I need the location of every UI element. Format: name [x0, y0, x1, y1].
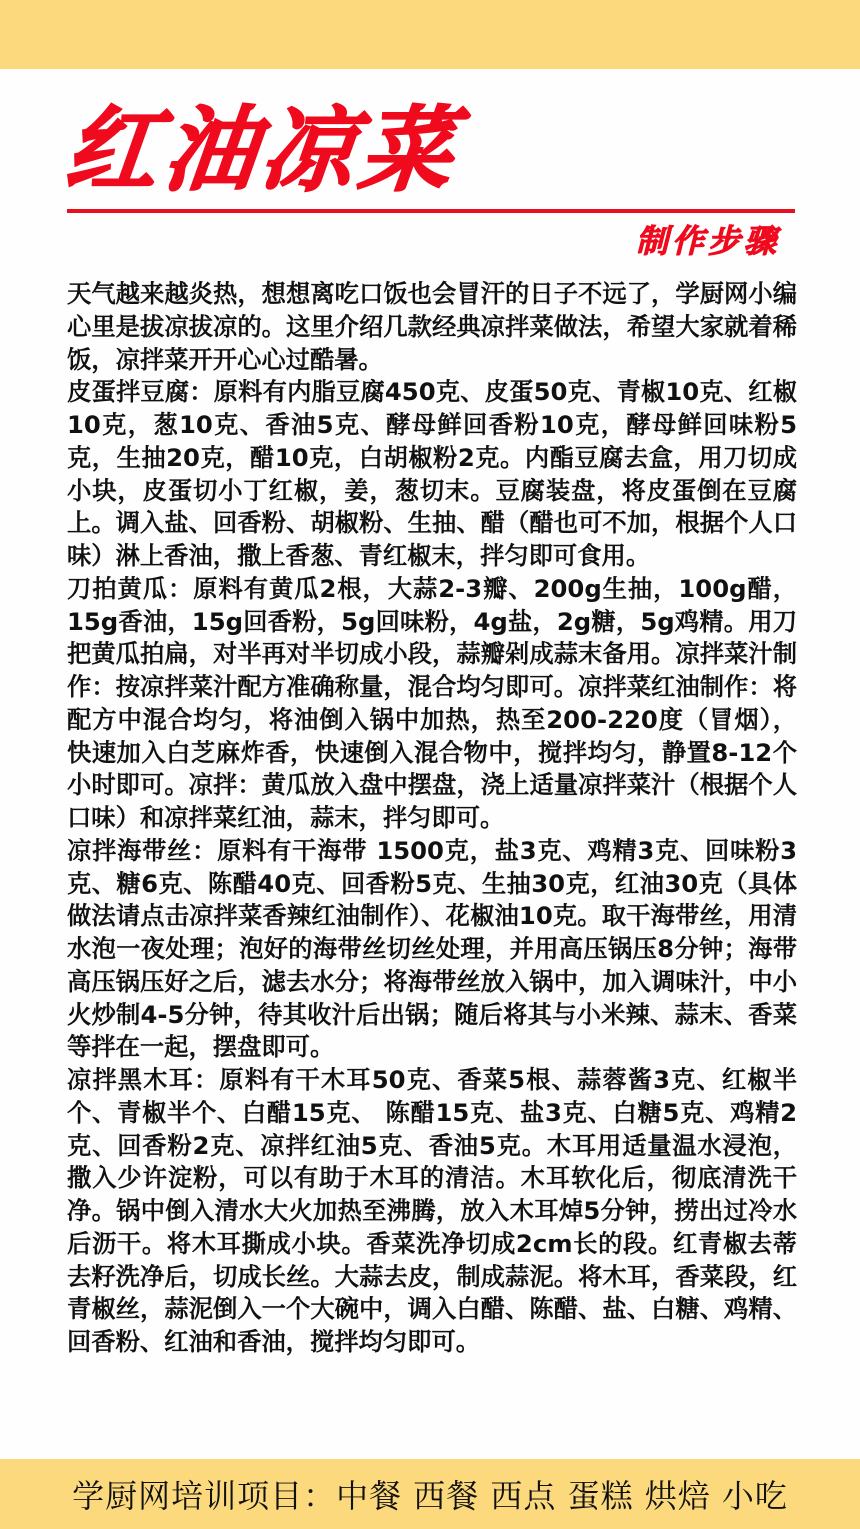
footer-text: 学厨网培训项目：中餐 西餐 西点 蛋糕 烘焙 小吃 — [72, 1477, 788, 1515]
top-banner — [0, 0, 860, 69]
title-divider — [67, 209, 795, 213]
article-body — [67, 278, 797, 1359]
recipe-tofu-paragraph: 皮蛋拌豆腐：原料有内脂豆腐450克、皮蛋50克、青椒10克、红椒10克，葱10克、香油5克、酵母鲜回香粉10克，酵母鲜回味粉5克，生抽20克，醋10克，白胡椒粉2克。内酯豆腐去盒，用刀切成小块，皮蛋切小丁红椒，姜，葱切末。豆腐装盘，将皮蛋倒在豆腐上。调入盐、回香粉、胡椒粉、生抽、醋（醋也可不加，根据个人口味）淋上香油，撒上香葱、青红椒末，拌匀即可食用。 — [67, 377, 797, 570]
recipe-fungus-paragraph: 凉拌黑木耳：原料有干木耳50克、香菜5根、蒜蓉酱3克、红椒半个、青椒半个、白醋15克、 陈醋15克、盐3克、白糖5克、鸡精2克、回香粉2克、凉拌红油5克、香油5克。木耳用适量温水浸泡，撒入少许淀粉，可以有助于木耳的清洁。木耳软化后，彻底清洗干净。锅中倒入清水大火加热至沸腾，放入木耳焯5分钟，捞出过冷水后沥干。将木耳撕成小块。香菜洗净切成2cm长的段。红青椒去蒂去籽洗净后，切成长丝。大蒜去皮，制成蒜泥。将木耳，香菜段，红青椒丝，蒜泥倒入一个大碗中，调入白醋、陈醋、盐、白糖、鸡精、回香粉、红油和香油，搅拌均匀即可。 — [67, 1065, 797, 1356]
intro-paragraph: 天气越来越炎热，想想离吃口饭也会冒汗的日子不远了，学厨网小编心里是拔凉拔凉的。这里介绍几款经典凉拌菜做法，希望大家就着稀饭，凉拌菜开开心心过酷暑。 — [67, 279, 797, 374]
recipe-cucumber-paragraph: 刀拍黄瓜：原料有黄瓜2根，大蒜2-3瓣、200g生抽，100g醋，15g香油，15g回香粉，5g回味粉，4g盐，2g糖，5g鸡精。用刀把黄瓜拍扁，对半再对半切成小段，蒜瓣剁成蒜末备用。凉拌菜汁制作：按凉拌菜汁配方准确称量，混合均匀即可。凉拌菜红油制作：将配方中混合均匀，将油倒入锅中加热，热至200-220度（冒烟），快速加入白芝麻炸香，快速倒入混合物中，搅拌均匀，静置8-12个小时即可。凉拌：黄瓜放入盘中摆盘，浇上适量凉拌菜汁（根据个人口味）和凉拌菜红油，蒜末，拌匀即可。 — [67, 573, 797, 832]
page-title: 红油凉菜 — [60, 97, 464, 204]
recipe-kelp-paragraph: 凉拌海带丝：原料有干海带 1500克，盐3克、鸡精3克、回味粉3克、糖6克、陈醋40克、回香粉5克、生抽30克，红油30克（具体做法请点击凉拌菜香辣红油制作）、花椒油10克。取干海带丝，用清水泡一夜处理；泡好的海带丝切丝处理，并用高压锅压8分钟；海带高压锅压好之后，滤去水分；将海带丝放入锅中，加入调味汁，中小火炒制4-5分钟，待其收汁后出锅；随后将其与小米辣、蒜末、香菜等拌在一起，摆盘即可。 — [67, 835, 797, 1062]
footer-banner — [0, 1459, 860, 1529]
page-subtitle: 制作步骤 — [635, 222, 780, 260]
